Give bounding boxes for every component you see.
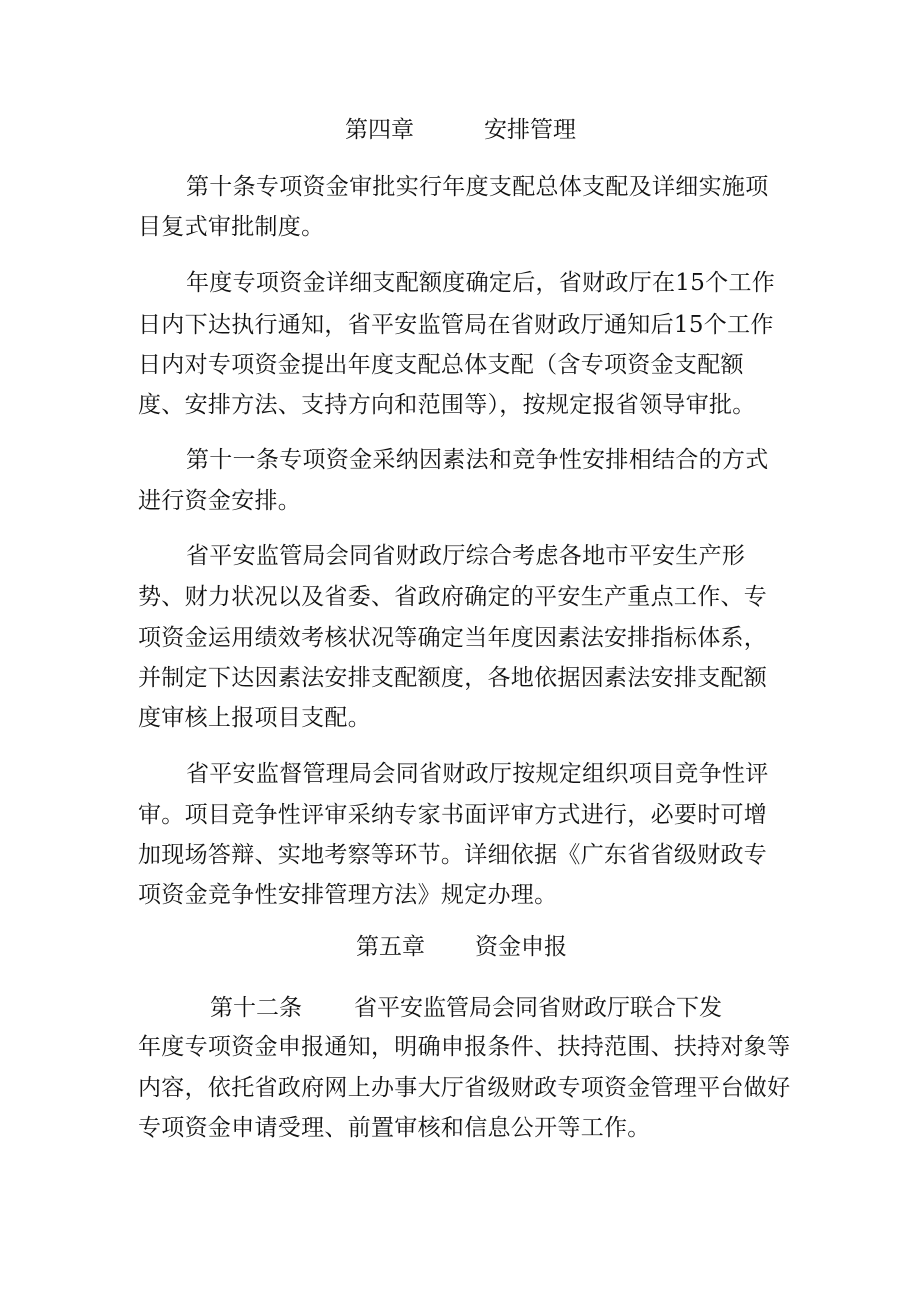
art11-line2: 进行资金安排。 bbox=[138, 488, 302, 514]
para2-line2: 日内下达执行通知，省平安监管局在省财政厅通知后15个工作 bbox=[138, 312, 774, 338]
para4-line2: 势、财力状况以及省委、省政府确定的平安生产重点工作、专 bbox=[138, 584, 768, 610]
para4-line1: 省平安监管局会同省财政厅综合考虑各地市平安生产形 bbox=[186, 543, 746, 569]
para2-line3: 日内对专项资金提出年度支配总体支配（含专项资金支配额 bbox=[138, 352, 744, 378]
art11-line1: 第十一条专项资金采纳因素法和竞争性安排相结合的方式 bbox=[186, 447, 769, 473]
chapter4-title: 安排管理 bbox=[484, 117, 576, 143]
para4-line5: 度审核上报项目支配。 bbox=[138, 705, 371, 731]
chapter5-label: 第五章 bbox=[356, 934, 425, 960]
para5-line1: 省平安监督管理局会同省财政厅按规定组织项目竞争性评 bbox=[186, 761, 769, 787]
art10-line2: 目复式审批制度。 bbox=[138, 214, 325, 240]
para4-line3: 项资金运用绩效考核状况等确定当年度因素法安排指标体系， bbox=[138, 625, 768, 651]
chapter4-label: 第四章 bbox=[345, 117, 414, 143]
para2-line1: 年度专项资金详细支配额度确定后，省财政厅在15个工作 bbox=[186, 270, 776, 296]
para5-line2: 审。项目竞争性评审采纳专家书面评审方式进行，必要时可增 bbox=[138, 802, 768, 828]
para5-line3: 加现场答辩、实地考察等环节。详细依据《广东省省级财政专 bbox=[138, 842, 768, 868]
para2-line4: 度、安排方法、支持方向和范围等），按规定报省领导审批。 bbox=[138, 392, 756, 418]
art12-line4: 专项资金申请受理、前置审核和信息公开等工作。 bbox=[138, 1115, 651, 1141]
art10-line1: 第十条专项资金审批实行年度支配总体支配及详细实施项 bbox=[186, 174, 769, 200]
para5-line4: 项资金竞争性安排管理方法》规定办理。 bbox=[138, 882, 558, 908]
art12-line3: 内容，依托省政府网上办事大厅省级财政专项资金管理平台做好 bbox=[138, 1075, 791, 1101]
art12-line1: 省平安监管局会同省财政厅联合下发 bbox=[354, 995, 722, 1021]
art12-line2: 年度专项资金申报通知，明确申报条件、扶持范围、扶持对象等 bbox=[138, 1034, 791, 1060]
para4-line4: 并制定下达因素法安排支配额度，各地依据因素法安排支配额 bbox=[138, 665, 768, 691]
art12-label: 第十二条 bbox=[210, 995, 302, 1021]
chapter5-title: 资金申报 bbox=[475, 934, 567, 960]
